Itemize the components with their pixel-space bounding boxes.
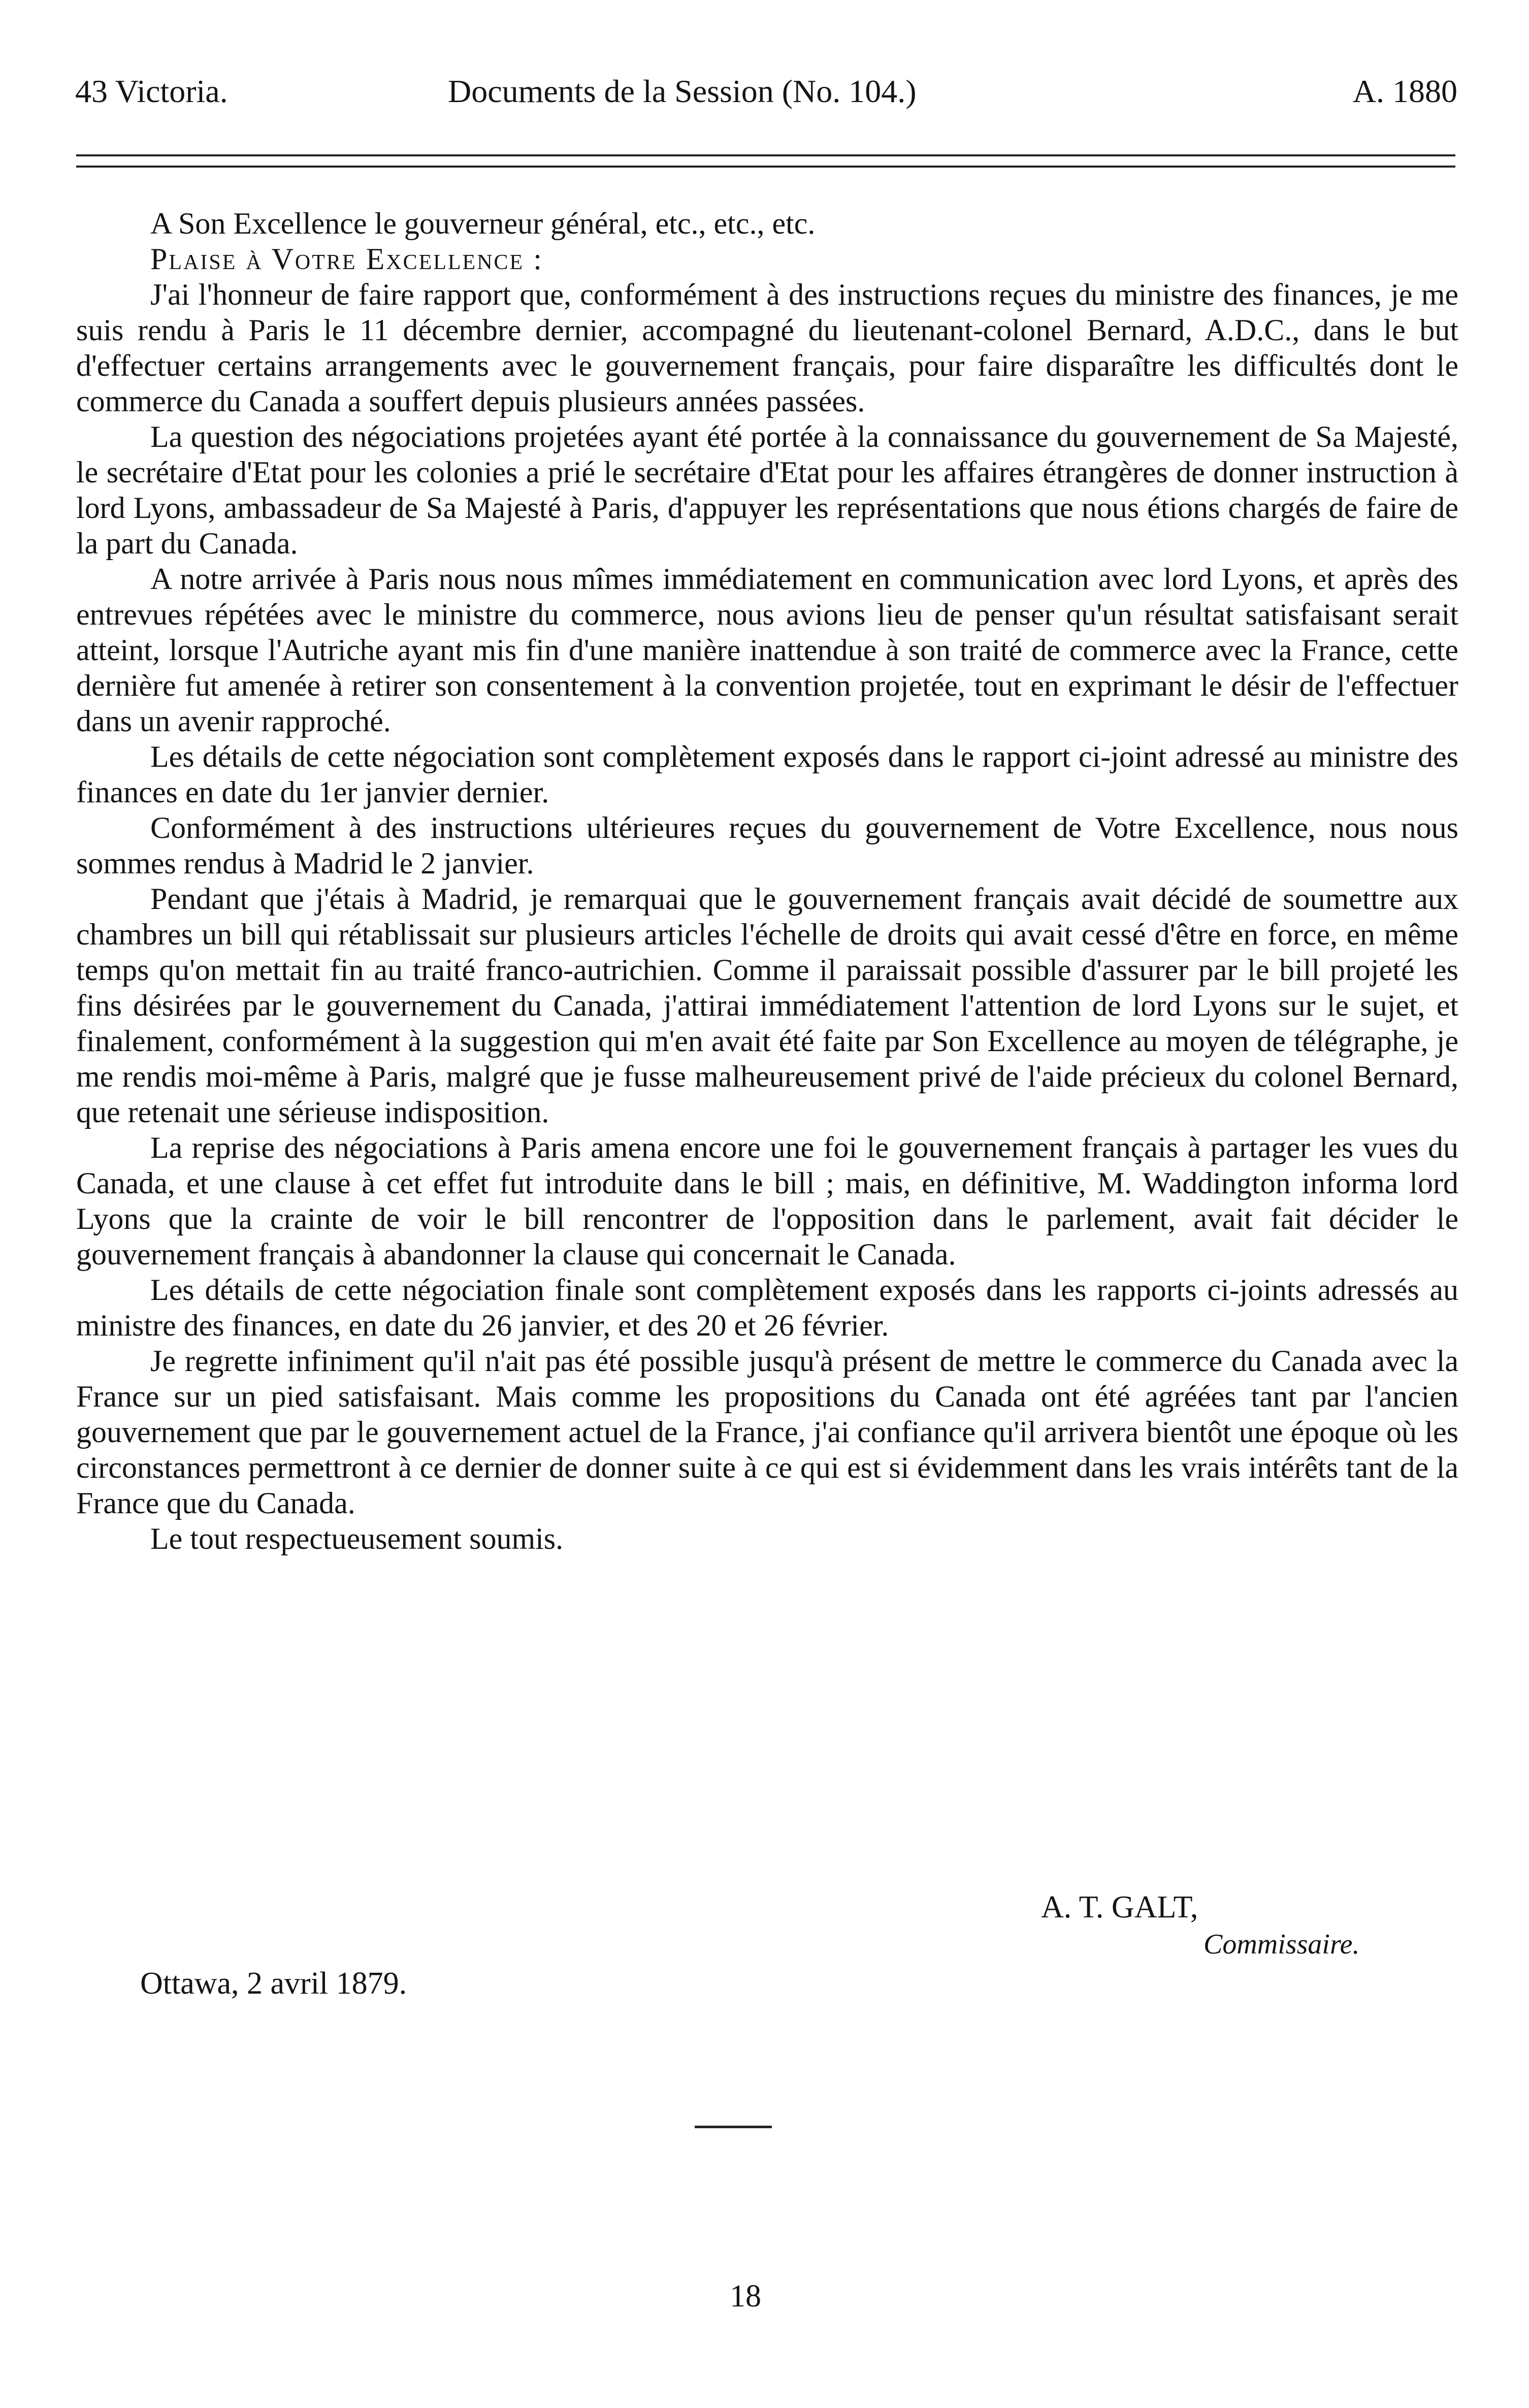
letter-paragraph: La question des négociations projetées ayant été portée à la connaissance du gouvernement de Sa Majesté, le secrétaire d'Etat pour les colonies a prié le secrétaire d'Etat pour les affaires étrangères de donner instruction à lord Lyons, ambassadeur de Sa Majesté à Paris, d'appuyer les représentations que nous étions chargés de faire de la part du Canada. (76, 420, 1458, 560)
page-number: 18 (730, 2279, 761, 2314)
letter-closing: Le tout respectueusement soumis. (150, 1522, 564, 1555)
letter-addressee: A Son Excellence le gouverneur général, etc., etc., etc. (150, 207, 816, 240)
letter-paragraph: Les détails de cette négociation finale sont complètement exposés dans les rapports ci-joints adressés au ministre des finances, en date du 26 janvier, et des 20 et 26 février. (76, 1273, 1458, 1342)
running-header (75, 71, 1457, 112)
letter-paragraph: J'ai l'honneur de faire rapport que, conformément à des instructions reçues du ministre des finances, je me suis rendu à Paris le 11 décembre dernier, accompagné du lieutenant-colonel Bernard, A.D.C., dans le but d'effectuer certains arrangements avec le gouvernement français, pour faire disparaître les difficultés dont le commerce du Canada a souffert depuis plusieurs années passées. (76, 278, 1458, 418)
letter-paragraph: Pendant que j'étais à Madrid, je remarquai que le gouvernement français avait décidé de soumettre aux chambres un bill qui rétablissait sur plusieurs articles l'échelle de droits qui avait cessé d'être en force, en même temps qu'on mettait fin au traité franco-autrichien. Comme il paraissait possible d'assurer par le bill projeté les fins désirées par le gouvernement du Canada, j'attirai immédiatement l'attention de lord Lyons sur le sujet, et finalement, conformément à la suggestion qui m'en avait été faite par Son Excellence au moyen de télégraphe, je me rendis moi-même à Paris, malgré que je fusse malheureusement privé de l'aide précieux du colonel Bernard, que retenait une sérieuse indisposition. (76, 882, 1458, 1129)
letter-paragraph: Je regrette infiniment qu'il n'ait pas été possible jusqu'à présent de mettre le commerce du Canada avec la France sur un pied satisfaisant. Mais comme les propositions du Canada ont été agréées tant par l'ancien gouvernement que par le gouvernement actuel de la France, j'ai confiance qu'il arrivera bientôt une époque où les circonstances permettront à ce dernier de donner suite à ce qui est si évidemment dans les vrais intérêts tant de la France que du Canada. (76, 1344, 1458, 1520)
letter-paragraph: Conformément à des instructions ultérieures reçues du gouvernement de Votre Excellence, nous nous sommes rendus à Madrid le 2 janvier. (76, 811, 1458, 880)
letter-body (76, 206, 1458, 1556)
place-and-date: Ottawa, 2 avril 1879. (140, 1966, 407, 2001)
footer-rule (695, 2126, 772, 2128)
header-rule-top (76, 154, 1455, 156)
header-year: A. 1880 (1352, 73, 1457, 109)
signature-name: A. T. GALT, (1041, 1890, 1198, 1925)
letter-paragraph: Les détails de cette négociation sont complètement exposés dans le rapport ci-joint adressé au ministre des finances en date du 1er janvier dernier. (76, 740, 1458, 809)
header-rule-bottom (76, 166, 1455, 168)
header-document-title: Documents de la Session (No. 104.) (448, 73, 917, 109)
letter-paragraph: La reprise des négociations à Paris amena encore une foi le gouvernement français à partager les vues du Canada, et une clause à cet effet fut introduite dans le bill ; mais, en définitive, M. Waddington informa lord Lyons que la crainte de voir le bill rencontrer de l'opposition dans le parlement, avait fait décider le gouvernement français à abandonner la clause qui concernait le Canada. (76, 1131, 1458, 1271)
header-session: 43 Victoria. (75, 73, 228, 109)
signature-title: Commissaire. (1203, 1929, 1360, 1960)
letter-paragraph: A notre arrivée à Paris nous nous mîmes immédiatement en communication avec lord Lyons, et après des entrevues répétées avec le ministre du commerce, nous avions lieu de penser qu'un résultat satisfaisant serait atteint, lorsque l'Autriche ayant mis fin d'une manière inattendue à son traité de commerce avec la France, cette dernière fut amenée à retirer son consentement à la convention projetée, tout en exprimant le désir de l'effectuer dans un avenir rapproché. (76, 562, 1458, 738)
letter-salutation: Plaise à Votre Excellence : (150, 242, 543, 276)
